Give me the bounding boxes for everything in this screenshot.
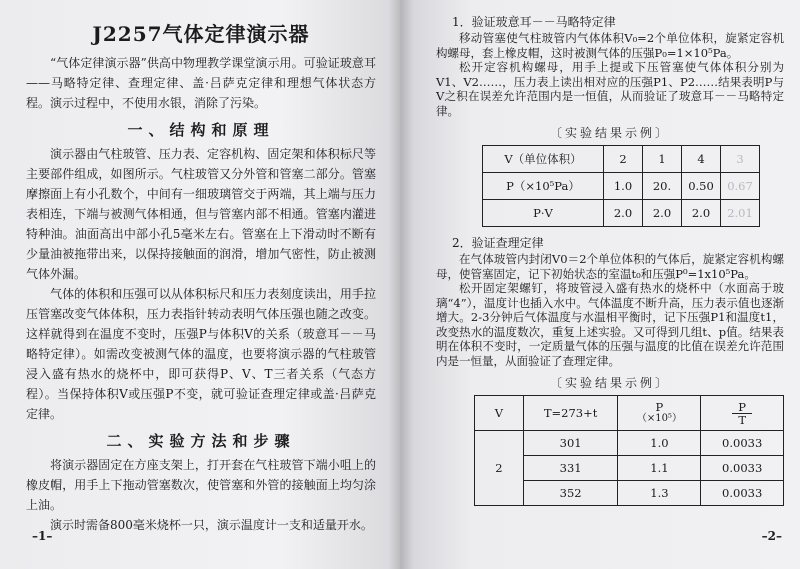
table-caption-2: 〔实验结果示例〕	[549, 376, 670, 390]
page-number-right: –2–	[761, 529, 782, 543]
table-cell: 2.0	[643, 200, 682, 227]
row-label: P（×10⁵Pa）	[483, 173, 604, 200]
header-v: V	[475, 396, 524, 431]
row-label: P·V	[483, 200, 604, 227]
charles-setup-paragraph: 在气体玻管内封闭V0＝2个单位体积的气体后，旋紧定容机构螺母，使管塞固定，记下初始状态的室温t₀和压强P⁰=1x10⁵Pa。	[436, 252, 784, 281]
table-cell: 3	[721, 146, 760, 173]
page-right	[400, 0, 800, 569]
subheading-charles: 2．验证查理定律	[452, 236, 544, 250]
table-cell: 0.0033	[701, 481, 784, 506]
table-cell: 1.3	[618, 481, 701, 506]
method-paragraph: 将演示器固定在方座支架上，打开套在气柱玻管下端小咀上的橡皮帽，用手上下拖动管塞数次，使管塞和外管的接触面上均匀涂上油。	[26, 458, 376, 512]
table-header-row	[475, 396, 784, 431]
table-cell: 2.0	[604, 200, 643, 227]
table-cell: 0.0033	[701, 431, 784, 456]
table-cell: 1	[643, 146, 682, 173]
volume-cell: 2	[475, 431, 524, 506]
table-cell: 1.1	[618, 456, 701, 481]
table-row	[483, 173, 760, 200]
book-gutter	[388, 0, 414, 569]
results-table-charles	[474, 395, 784, 506]
table-row	[483, 200, 760, 227]
table-cell: 2.01	[721, 200, 760, 227]
header-temperature: T=273+t	[523, 396, 618, 431]
ratio-numerator: P	[732, 401, 752, 414]
page-number-left: –1–	[32, 529, 53, 543]
table-row	[475, 431, 784, 456]
intro-paragraph: “气体定律演示器”供高中物理教学课堂演示用。可验证玻意耳——马略特定律、查理定律、盖·吕萨克定律和理想气体状态方程。演示过程中，不使用水银，消除了污染。	[26, 56, 376, 110]
row-label: V（单位体积）	[483, 146, 604, 173]
boyle-setup-paragraph: 移动管塞使气柱玻管内气体体积V₀=2个单位体积，旋紧定容机构螺母，套上橡皮帽，这时被测气体的压强P₀=1×10⁵Pa。	[436, 31, 784, 60]
document-title: J2257气体定律演示器	[92, 22, 310, 46]
pressure-unit: （×10⁵）	[636, 413, 682, 424]
ratio-fraction	[732, 401, 752, 426]
charles-procedure-paragraph: 松开固定架螺钉，将玻管浸入盛有热水的烧杯中（水面高于玻璃“4”），温度计也插入水中。气体温度不断升高，压力表示值也逐渐增大。2-3分钟后气体温度与水温相平衡时，记下压强P1和温度t1，改变热水的温度数次，重复上述实验。又可得到几组t、p值。结果表明在体积不变时，一定质量气体的压强与温度的比值在误差允许范围内是一恒量，从面验证了查理定律。	[436, 281, 784, 368]
table-cell: 0.0033	[701, 456, 784, 481]
table-cell: 331	[523, 456, 618, 481]
section-heading-structure: 一、结构和原理	[127, 121, 275, 139]
table-cell: 301	[523, 431, 618, 456]
results-table-boyle	[482, 145, 760, 227]
pressure-fraction	[637, 401, 682, 425]
table-cell: 20.	[643, 173, 682, 200]
pressure-symbol: P	[655, 400, 664, 414]
materials-paragraph: 演示时需备800毫米烧杯一只，演示温度计一支和适量开水。	[50, 518, 373, 532]
table-cell: 1.0	[604, 173, 643, 200]
table-caption-1: 〔实验结果示例〕	[549, 126, 670, 140]
table-cell: 0.67	[721, 173, 760, 200]
table-cell: 0.50	[682, 173, 721, 200]
principle-paragraph: 气体的体积和压强可以从体积标尺和压力表刻度读出，用手拉压管塞改变气体体积，压力表指针转动表明气体压强也随之改变。这样就得到在温度不变时，压强P与体积V的关系（玻意耳－－马略特定律）。如需改变被测气体的温度，也要将演示器的气柱玻管浸入盛有热水的烧杯中，即可获得P、V、T三者关系（气态方程）。当保持体积V或压强P不变，就可验证查理定律或盖·吕萨克定律。	[26, 287, 376, 421]
header-pressure	[618, 396, 701, 431]
table-cell: 1.0	[618, 431, 701, 456]
subheading-boyle: 1．验证玻意耳－－马略特定律	[452, 15, 616, 29]
table-cell: 352	[523, 481, 618, 506]
table-row	[483, 146, 760, 173]
ratio-denominator: T	[738, 412, 746, 427]
boyle-result-paragraph: 松开定容机构螺母，用手上提或下压管塞使气体体积分别为V1、V2……，压力表上读出相对应的压强P1、P2……结果表明P与V之积在误差允许范围内是一恒值，从而验证了玻意耳－－马略特定律。	[436, 60, 784, 118]
structure-paragraph: 演示器由气柱玻管、压力表、定容机构、固定架和体积标尺等主要部件组成，如图所示。气柱玻管又分外管和管塞二部分。管塞摩擦面上有小孔数个，中间有一细玻璃管交于两端，其上端与压力表相连，下端与被测气体相通，但与管塞内部不相通。管塞内灌进特种油。油面高出中部小孔5毫米左右。管塞在上下滑动时不断有少量油被拖带出来，以保持接触面的润滑，增加气密性，防止被测气体外漏。	[26, 147, 376, 281]
header-ratio	[701, 396, 784, 431]
table-cell: 4	[682, 146, 721, 173]
section-heading-method: 二、实验方法和步骤	[106, 432, 296, 450]
table-cell: 2.0	[682, 200, 721, 227]
table-cell: 2	[604, 146, 643, 173]
